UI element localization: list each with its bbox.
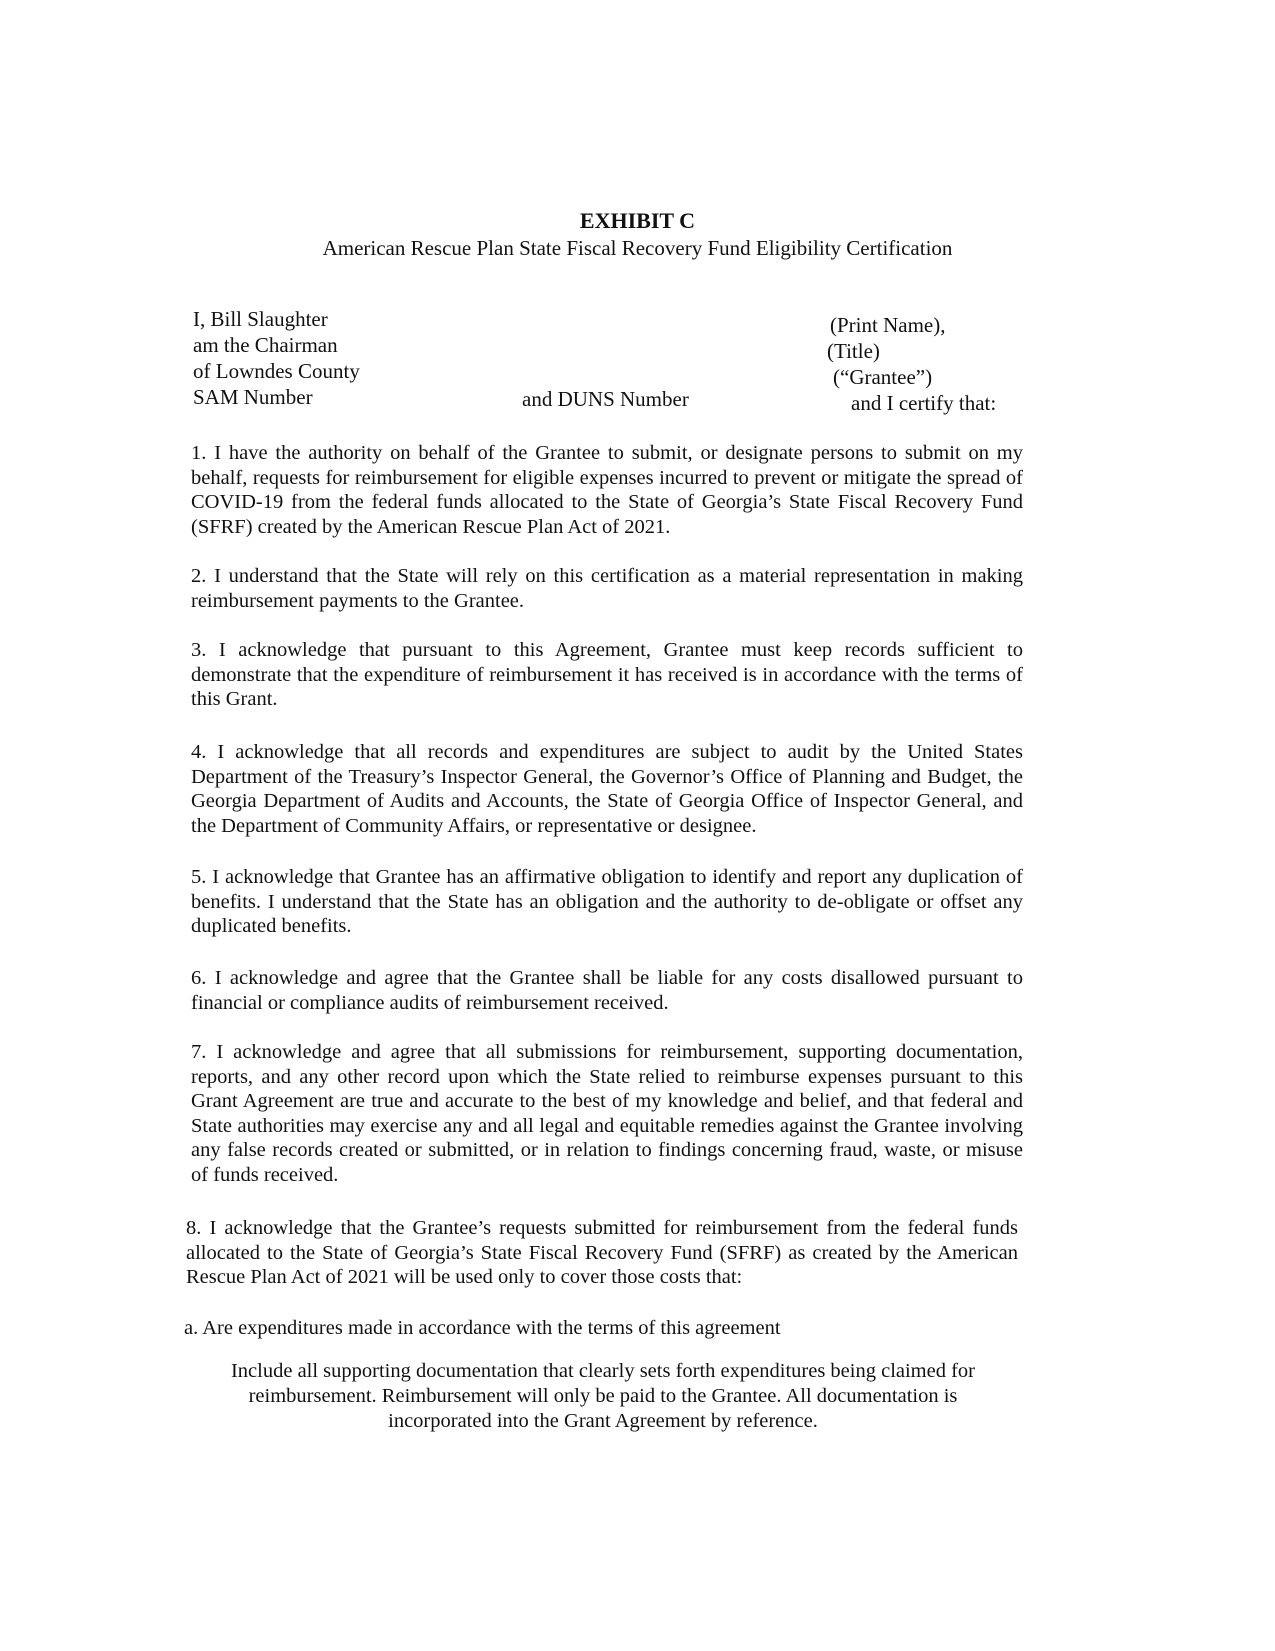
- paragraph-4: 4. I acknowledge that all records and expenditures are subject to audit by the United States Department of the Treasury’s Inspector General, the Governor’s Office of Planning and Budget, the Georgia Department of Audits and Accounts, the State of Georgia Office of Inspector General, and the Department of Community Affairs, or representative or designee.: [191, 741, 1023, 837]
- document-title: EXHIBIT C: [579, 208, 696, 233]
- document-subtitle: American Rescue Plan State Fiscal Recovery Fund Eligibility Certification: [322, 236, 953, 260]
- duns-number-label: and DUNS Number: [522, 387, 689, 411]
- grantee-label: (“Grantee”): [833, 365, 933, 389]
- paragraph-1: 1. I have the authority on behalf of the Grantee to submit, or designate persons to submit on my behalf, requests for reimbursement for eligible expenses incurred to prevent or mitigate the spread of COVID-19 from the federal funds allocated to the State of Georgia’s State Fiscal Recovery Fund (SFRF) created by the American Rescue Plan Act of 2021.: [191, 442, 1023, 538]
- paragraph-2: 2. I understand that the State will rely on this certification as a material representation in making reimbursement payments to the Grantee.: [191, 565, 1023, 612]
- certifier-block-left: [193, 306, 360, 410]
- item-a: a. Are expenditures made in accordance with the terms of this agreement: [184, 1317, 781, 1339]
- paragraph-3: 3. I acknowledge that pursuant to this Agreement, Grantee must keep records sufficient to demonstrate that the expenditure of reimbursement it has received is in accordance with the terms of this Grant.: [191, 639, 1023, 710]
- documentation-note: Include all supporting documentation that clearly sets forth expenditures being claimed for reimbursement. Reimbursement will only be paid to the Grantee. All documentation is incorporated into the Grant Agreement by reference.: [230, 1360, 976, 1432]
- name-line: I, Bill Slaughter: [193, 307, 328, 331]
- title-line: am the Chairman: [193, 333, 338, 357]
- paragraph-7: 7. I acknowledge and agree that all submissions for reimbursement, supporting documentation, reports, and any other record upon which the State relied to reimburse expenses pursuant to this Grant Agreement are true and accurate to the best of my knowledge and belief, and that federal and State authorities may exercise any and all legal and equitable remedies against the Grantee involving any false records created or submitted, or in relation to findings concerning fraud, waste, or misuse of funds received.: [191, 1041, 1023, 1186]
- paragraph-6: 6. I acknowledge and agree that the Grantee shall be liable for any costs disallowed pursuant to financial or compliance audits of reimbursement received.: [191, 967, 1023, 1014]
- sam-number-label: SAM Number: [193, 385, 313, 409]
- paragraph-8: 8. I acknowledge that the Grantee’s requests submitted for reimbursement from the federal funds allocated to the State of Georgia’s State Fiscal Recovery Fund (SFRF) as created by the American Rescue Plan Act of 2021 will be used only to cover those costs that:: [186, 1217, 1018, 1288]
- print-name-label: (Print Name),: [830, 313, 946, 337]
- grantee-line: of Lowndes County: [193, 359, 360, 383]
- paragraph-5: 5. I acknowledge that Grantee has an affirmative obligation to identify and report any duplication of benefits. I understand that the State has an obligation and the authority to de-obligate or offset any duplicated benefits.: [191, 866, 1023, 937]
- certify-label: and I certify that:: [851, 391, 997, 415]
- certifier-block-right: [827, 312, 996, 416]
- title-label: (Title): [827, 339, 880, 363]
